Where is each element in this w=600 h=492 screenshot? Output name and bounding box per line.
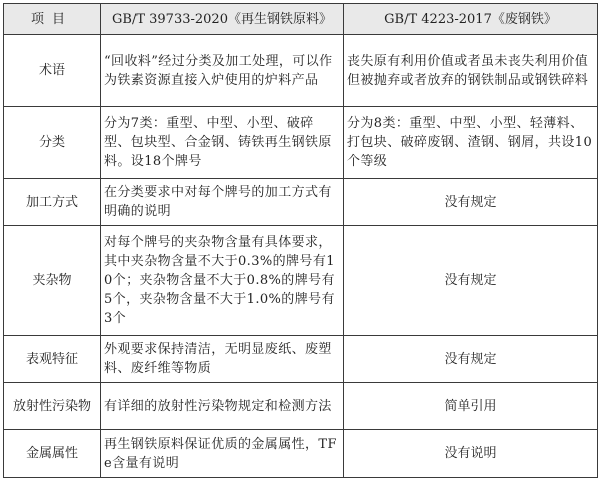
scrap-cell: 没有规定 [344,179,598,226]
row-label: 金属属性 [4,430,101,478]
scrap-cell: 没有规定 [344,336,598,383]
recycled-cell: 分为7类：重型、中型、小型、破碎型、包块型、合金钢、铸铁再生钢铁原料。设18个牌号 [101,107,344,179]
header-item: 项目 [4,4,101,35]
recycled-cell: 有详细的放射性污染物规定和检测方法 [101,383,344,430]
table-header-row [4,4,598,35]
row-label: 分类 [4,107,101,179]
table-row [4,226,598,336]
scrap-cell: 没有说明 [344,430,598,478]
row-label: 加工方式 [4,179,101,226]
scrap-cell: 丧失原有利用价值或者虽未丧失利用价值但被抛弃或者放弃的钢铁制品或钢铁碎料 [344,35,598,107]
table-row [4,107,598,179]
recycled-cell: “回收料”经过分类及加工处理，可以作为铁素资源直接入炉使用的炉料产品 [101,35,344,107]
row-label: 表观特征 [4,336,101,383]
scrap-cell: 没有规定 [344,226,598,336]
table-row [4,35,598,107]
header-recycled-standard: GB/T 39733-2020《再生钢铁原料》 [101,4,344,35]
recycled-cell: 在分类要求中对每个牌号的加工方式有明确的说明 [101,179,344,226]
scrap-cell: 简单引用 [344,383,598,430]
standards-comparison-table [3,3,598,478]
scrap-cell: 分为8类：重型、中型、小型、轻薄料、打包块、破碎废钢、渣钢、钢屑，共设10个等级 [344,107,598,179]
table-row [4,430,598,478]
header-scrap-standard: GB/T 4223-2017《废钢铁》 [344,4,598,35]
row-label: 夹杂物 [4,226,101,336]
recycled-cell: 对每个牌号的夹杂物含量有具体要求，其中夹杂物含量不大于0.3%的牌号有10个；夹杂物含量不大于0.8%的牌号有5个，夹杂物含量不大于1.0%的牌号有3个 [101,226,344,336]
recycled-cell: 外观要求保持清洁，无明显废纸、废塑料、废纤维等物质 [101,336,344,383]
table-row [4,336,598,383]
recycled-cell: 再生钢铁原料保证优质的金属属性，TFe含量有说明 [101,430,344,478]
row-label: 术语 [4,35,101,107]
table-row [4,383,598,430]
row-label: 放射性污染物 [4,383,101,430]
table-row [4,179,598,226]
